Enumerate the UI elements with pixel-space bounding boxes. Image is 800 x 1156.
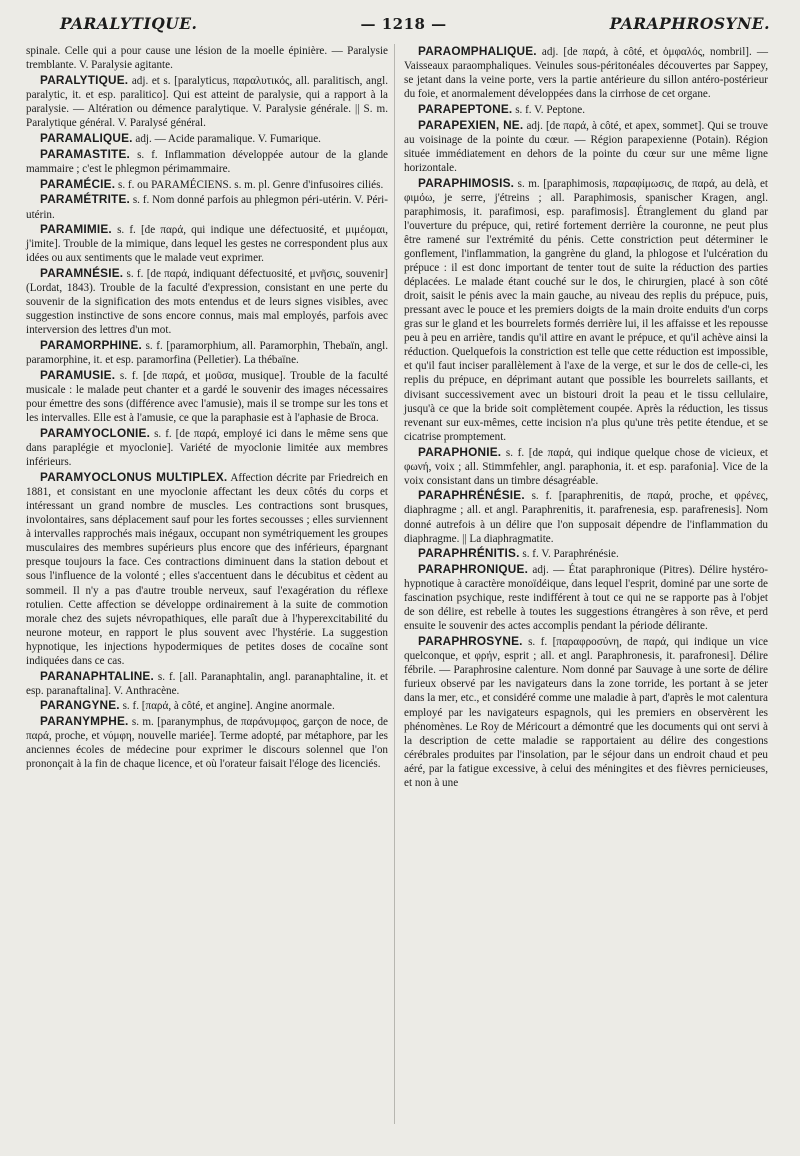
page-number: — 1218 — [360, 15, 447, 33]
dictionary-entry [26, 426, 388, 469]
entry-definition: adj. et s. [paralyticus, παραλυτικός, all. paralitisch, angl. paralytic, it. et esp. paralitico]. Qui est atteint de paralysie, qui a rapport à la paralysie. — Altération ou démence paralytique. V. Paralysie générale. || S. m. Paralytique général. V. Paralysé général. [26, 74, 388, 130]
dictionary-entry [26, 192, 388, 221]
dictionary-entry [26, 338, 388, 367]
entry-definition: s. f. [all. Paranaphtalin, angl. paranaphtaline, it. et esp. paranaftalina]. V. Anthracène. [26, 670, 388, 697]
entry-headword: PARAPHIMOSIS. [418, 175, 515, 190]
dictionary-entry [404, 102, 768, 117]
dictionary-entry [26, 177, 388, 192]
entry-definition: s. f. ou PARAMÉCIENS. s. m. pl. Genre d'infusoires ciliés. [118, 178, 384, 191]
entry-definition: adj. [de παρά, à côté, et ὀμφαλός, nombril]. — Vaisseaux paraomphaliques. Veinules sous-péritonéales découvertes par Sappey, se jetant dans la veine porte, vers la partie antérieure du sillon antéro-postérieur du foie, et anormalement développées dans la cirrhose de cet organe. [404, 46, 768, 101]
dictionary-entry [26, 714, 388, 771]
entry-headword: PARAOMPHALIQUE. [418, 44, 537, 58]
dictionary-entry [26, 368, 388, 425]
dictionary-entry [26, 131, 388, 146]
dictionary-entry [26, 73, 388, 130]
entry-headword: PARAMIMIE. [40, 222, 112, 237]
entry-headword: PARANYMPHE. [40, 714, 129, 729]
entry-headword: PARAMYOCLONUS MULTIPLEX. [40, 470, 228, 485]
entry-definition: Affection décrite par Friedreich en 1881, et consistant en une myoclonie affectant les deux côtés du corps et intéressant un grand nombre de muscles. Les contractions sont brusques, involontaires, sans déplacement sauf pour les fortes secousses ; elles surviennent à intervalles rapprochés mais inégaux, occupant non symétriquement les groupes musculaires des membres supérieurs plus encore que des inférieurs, épargnant presque toujours la face. Ces contractions diminuent dans la station debout et sous l'influence de la volonté ; elles s'accentuent dans le décubitus et cèdent au sommeil. Il n'y a pas d'autre trouble nerveux, sauf l'exagération du réflexe rotulien. Cette affection se développe ordinairement à la suite de commotion morale chez des sujets névropathiques, elle paraît due à l'hyperexcitabilité du neurone moteur, en rapport le plus souvent avec l'hystérie. La suggestion hypnotique, les injections hypodermiques de petites doses de cocaïne sont indiquées dans ce cas. [26, 472, 389, 667]
running-head-right: PARAPHROSYNE. [609, 14, 770, 33]
right-column [404, 44, 768, 791]
entry-definition: s. f. V. Paraphrénésie. [522, 548, 619, 561]
left-column [26, 44, 388, 772]
dictionary-entry [404, 562, 768, 633]
entry-definition: s. f. Nom donné parfois au phlegmon péri-utérin. V. Péri-utérin. [26, 194, 388, 221]
entry-headword: PARAPHRÉNITIS. [418, 546, 520, 561]
dictionary-entry [26, 669, 388, 698]
entry-definition: s. f. V. Peptone. [515, 103, 586, 116]
entry-definition: s. f. [paramorphium, all. Paramorphin, Thebaïn, angl. paramorphine, it. et esp. paramorfina (Pelletier). La thébaïne. [26, 340, 388, 367]
entry-definition: adj. [de παρά, à côté, et apex, sommet]. Qui se trouve au voisinage de la pointe du cœur. — Région parapexienne (Potain). Région située immédiatement en dehors de la pointe du cœur sur une même ligne horizontale. [404, 119, 768, 174]
dictionary-entry [26, 222, 388, 265]
entry-headword: PARAMYOCLONIE. [40, 426, 151, 441]
entry-headword: PARAMÉCIE. [40, 176, 116, 191]
column-divider [394, 44, 395, 1124]
entry-headword: PARAPEPTONE. [418, 101, 513, 116]
entry-definition: adj. — Acide paramalique. V. Fumarique. [135, 132, 321, 145]
dictionary-entry [404, 488, 768, 545]
entry-headword: PARALYTIQUE. [40, 72, 129, 87]
entry-definition: s. f. [paraphrenitis, de παρά, proche, et φρένες, diaphragme ; all. et angl. Paraphrenitis, it. parafrenesia, esp. parafrenesis]. Nom donné autrefois à un délire que l'on supposait dépendre de l'inflammation du diaphragme. || La diaphragmatite. [404, 490, 768, 545]
dictionary-entry [404, 118, 768, 175]
page-header [60, 14, 770, 33]
entry-definition: s. m. [paraphimosis, παραφίμωσις, de παρά, au delà, et φιμόω, je serre, j'étreins ; all. Paraphimosis, spanischer Kragen, angl. paraphimosis, it. parafimosi, esp. parafimosis]. Étranglement du gland par l'ouverture du prépuce, qui, retiré fortement derrière la couronne, ne peut plus être ramené sur l'extrémité du pénis. Cette constriction peut déterminer le gonflement, l'inflammation, la gangrène du gland, la phlogose et l'ulcération du prépuce : il est donc important de tenter tout de suite la réduction des parties déplacées. Le malade étant couché sur le dos, le chirurgien, placé à son côté droit, saisit le pénis avec la main gauche, au niveau des replis du prépuce, puis, pressant avec le pouce et les premiers doigts de la main droite enduits d'un corps gras sur le gland et les bourrelets formés derrière lui, il les affaisse et les repousse peu à peu en arrière, tandis qu'il attire en avant le prépuce, et qu'il achève ainsi la réduction. Quelquefois la constriction est telle que cette réduction est impossible, et qu'il faut inciser parallèlement à l'axe de la verge, et sur le dos de celle-ci, les replis du prépuce, en déprimant autant que possible les bourrelets saillants, et divisant successivement avec un bistouri droit la peau et le tissu cellulaire, jusqu'à ce que la bride soit complètement coupée. Après la réduction, les tissus revenant sur eux-mêmes, cette incision n'a plus qu'une très petite étendue, et se cicatrise promptement. [404, 177, 768, 443]
entry-headword: PARAMALIQUE. [40, 130, 133, 145]
entry-definition: s. f. [de παρά, et μοῦσα, musique]. Trouble de la faculté musicale : le malade peut chanter et a gardé le souvenir des images nécessaires pour émettre des sons (différence avec l'amusie), mais il se trompe sur les tons et les intervalles. Elle est à l'amusie, ce que la paraphasie est à l'aphasie de Broca. [26, 370, 388, 425]
entry-headword: PARAPEXIEN, NE. [418, 117, 524, 132]
entry-definition: s. m. [paranymphus, de παράνυμφος, garçon de noce, de παρά, proche, et νύμφη, nouvelle mariée]. Terme adopté, par métaphore, par les anciennes écoles de médecine pour exprimer le discours solennel que l'on prononçait à la fin de chaque licence, et où l'orateur faisait l'éloge des licenciés. [26, 716, 388, 771]
entry-definition: s. f. [παραφροσύνη, de παρά, qui indique un vice quelconque, et φρήν, esprit ; all. et angl. Paraphronesis, it. parafronesi]. Délire fébrile. — Paraphrosine calenture. Nom donné par Sauvage à une sorte de délire furieux observé par les navigateurs dans la zone torride, les portant à se jeter dans la mer, etc., et considéré comme une maladie à part, d'après le mot calentura employé par les navigateurs espagnols, qui les premiers en observèrent les phénomènes. Le Roy de Méricourt a démontré que les documents qui ont servi à la description de cette maladie se rapportaient au délire des congestions cérébrales produites par l'insolation, par le séjour dans un endroit chaud et peu aéré, par la fatigue excessive, à celui des méningites et des fièvres pernicieuses, et non à une [404, 636, 768, 789]
entry-definition: s. f. [de παρά, indiquant défectuosité, et μνῆσις, souvenir] (Lordat, 1843). Trouble de la faculté d'expression, consistant en une perte du souvenir de la signification des mots entendus et de leurs signes visibles, avec suggestion instinctive de sons encore connus, mais mal employés, parfois avec interversion des lettres d'un mot. [26, 268, 388, 337]
dictionary-entry [26, 470, 388, 668]
dictionary-entry [404, 44, 768, 101]
dictionary-entry [404, 445, 768, 488]
entry-headword: PARAPHRONIQUE. [418, 562, 529, 577]
entry-headword: PARAPHONIE. [418, 444, 502, 459]
dictionary-entry [26, 147, 388, 176]
entry-definition: s. f. [de παρά, employé ici dans le même sens que dans paraplégie et myoclonie]. Variété de myoclonie limitée aux membres inférieurs. [26, 428, 388, 469]
running-head-left: PARALYTIQUE. [60, 14, 198, 33]
entry-headword: PARAMÉTRITE. [40, 192, 131, 207]
entry-definition: s. f. Inflammation développée autour de la glande mammaire ; c'est le phlegmon périmammaire. [26, 148, 388, 175]
dictionary-entry [404, 546, 768, 561]
entry-headword: PARAMORPHINE. [40, 338, 143, 353]
dictionary-entry [26, 698, 388, 713]
entry-headword: PARAMASTITE. [40, 146, 131, 161]
entry-definition: adj. — État paraphronique (Pitres). Délire hystéro-hypnotique à caractère monoïdéique, dans lequel l'esprit, dominé par une sorte de fascination psychique, reste indifférent à tout ce qui ne se rapporte pas à l'objet de son délire, est rebelle à toutes les suggestions étrangères à son rêve, et perd ensuite le souvenir des actes accomplis pendant la période délirante. [404, 564, 768, 633]
entry-definition: s. f. [de παρά, qui indique quelque chose de vicieux, et φωνή, voix ; all. Stimmfehler, angl. paraphonia, it. et esp. parafonia]. Vice de la voix consistant dans un timbre désagréable. [404, 446, 768, 487]
entry-headword: PARAPHRÉNÉSIE. [418, 488, 525, 503]
dictionary-entry [26, 44, 388, 72]
entry-definition: s. f. [de παρά, qui indique une défectuosité, et μιμέομαι, j'imite]. Trouble de la mimique, dans lequel les gestes ne correspondent plus aux idées ou aux sentiments que le malade veut exprimer. [26, 224, 389, 265]
dictionary-entry [404, 176, 768, 444]
dictionary-entry [404, 634, 768, 790]
dictionary-entry [26, 266, 388, 337]
entry-headword: PARAPHROSYNE. [418, 634, 523, 649]
entry-headword: PARAMNÉSIE. [40, 266, 124, 281]
entry-definition: spinale. Celle qui a pour cause une lésion de la moelle épinière. — Paralysie tremblante. V. Paralysie agitante. [26, 45, 388, 72]
entry-definition: s. f. [παρά, à côté, et angine]. Angine anormale. [122, 700, 335, 713]
entry-headword: PARANGYNE. [40, 698, 120, 713]
entry-headword: PARAMUSIE. [40, 368, 116, 383]
entry-headword: PARANAPHTALINE. [40, 668, 154, 683]
